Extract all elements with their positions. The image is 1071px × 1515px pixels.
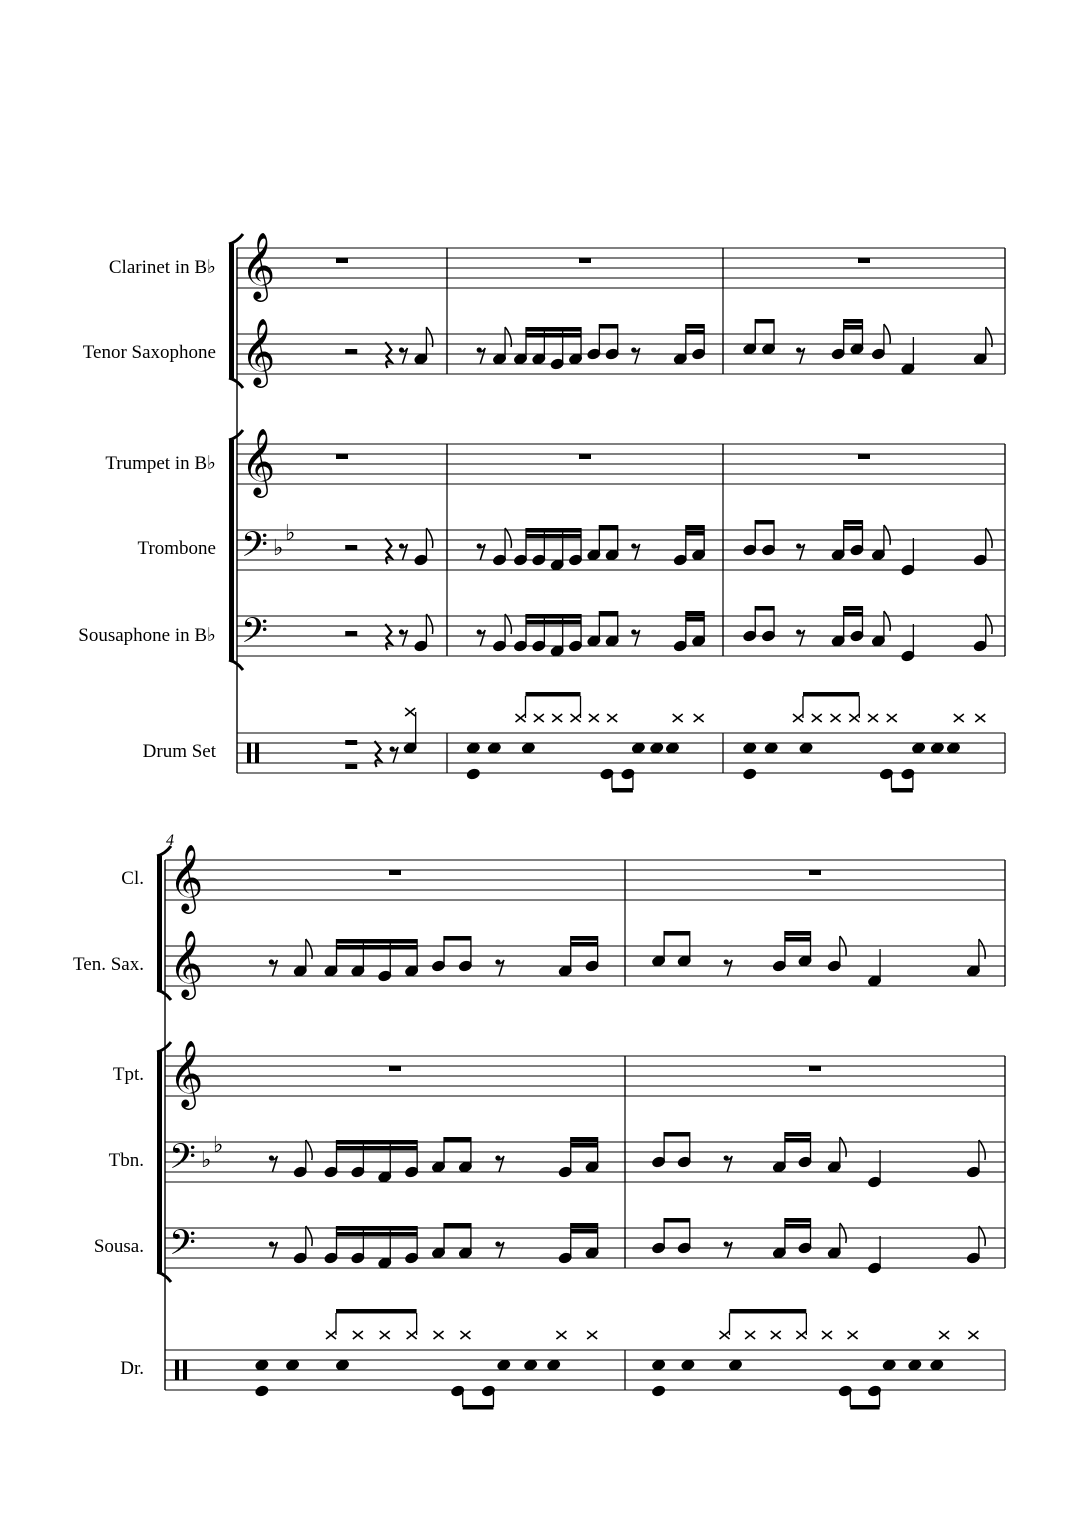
x-notehead (460, 1331, 470, 1339)
beam (844, 520, 863, 525)
eighth-rest (724, 1155, 733, 1172)
eighth-rest (631, 629, 640, 646)
x-notehead (975, 714, 985, 722)
notehead (255, 1359, 269, 1371)
x-notehead (968, 1331, 978, 1339)
beam (337, 1140, 418, 1145)
notehead (497, 1359, 511, 1371)
beam (599, 611, 617, 616)
beam (337, 945, 418, 950)
whole-rest (809, 1066, 821, 1071)
instrument-label: Drum Set (142, 741, 216, 762)
flat-icon: ♭ (285, 521, 296, 546)
measure-number: 4 (166, 832, 174, 849)
beam (599, 525, 617, 530)
eighth-rest (477, 347, 486, 364)
x-notehead (326, 1331, 336, 1339)
flag (979, 1226, 985, 1246)
notehead (255, 1385, 269, 1397)
notehead (946, 742, 960, 754)
flat-icon: ♭ (201, 1148, 212, 1173)
notehead (681, 1359, 695, 1371)
eighth-rest (399, 347, 408, 364)
beam (803, 692, 859, 697)
beam (599, 324, 617, 329)
flag (986, 614, 992, 634)
x-notehead (887, 714, 897, 722)
beam (526, 692, 581, 697)
beam (526, 528, 581, 533)
x-notehead (848, 1331, 858, 1339)
x-notehead (694, 714, 704, 722)
eighth-rest (399, 629, 408, 646)
flag (306, 1226, 312, 1246)
eighth-rest (390, 746, 399, 763)
flag (884, 611, 890, 631)
eighth-rest (399, 543, 408, 560)
notehead (743, 768, 757, 780)
x-notehead (407, 1331, 417, 1339)
beam (686, 611, 704, 616)
notehead (652, 1359, 666, 1371)
beam (755, 319, 774, 324)
x-notehead (720, 1331, 730, 1339)
beam (844, 319, 863, 324)
notehead (911, 742, 925, 754)
beam (337, 1232, 418, 1237)
notehead (547, 1359, 561, 1371)
treble-clef-icon: 𝄞 (241, 317, 276, 385)
beam (686, 330, 704, 335)
beam (571, 942, 598, 947)
beam (785, 931, 811, 936)
staff-treble (165, 929, 1005, 1000)
beam (844, 526, 863, 531)
whole-rest (389, 1066, 401, 1071)
eighth-rest (269, 1155, 278, 1172)
notehead (665, 742, 679, 754)
whole-rest (579, 454, 591, 459)
beam (844, 606, 863, 611)
flag (986, 528, 992, 548)
beam (612, 788, 633, 793)
beam (844, 612, 863, 617)
notehead (799, 742, 813, 754)
beam (571, 1223, 598, 1228)
x-notehead (868, 714, 878, 722)
x-notehead (380, 1331, 390, 1339)
beam (686, 525, 704, 530)
whole-rest (858, 258, 870, 263)
x-notehead (353, 1331, 363, 1339)
treble-clef-icon: 𝄞 (169, 929, 204, 997)
notehead (882, 1359, 896, 1371)
beam (785, 1224, 811, 1229)
staff-bass (237, 606, 1005, 662)
flag (306, 1140, 312, 1160)
beam (755, 520, 774, 525)
flag (426, 528, 432, 548)
instrument-label: Cl. (121, 868, 144, 889)
flag (426, 614, 432, 634)
beam (730, 1309, 807, 1314)
group-bracket (229, 234, 1005, 388)
beam (785, 1138, 811, 1143)
notehead (487, 742, 501, 754)
beam (526, 620, 581, 625)
beam (785, 1132, 811, 1137)
notehead (930, 742, 944, 754)
beam (785, 1218, 811, 1223)
eighth-rest (477, 629, 486, 646)
instrument-label: Trombone (137, 538, 216, 559)
notehead (743, 742, 757, 754)
half-rest (345, 631, 357, 636)
beam (337, 939, 418, 944)
beam (571, 936, 598, 941)
treble-clef-icon: 𝄞 (169, 843, 204, 911)
eighth-rest (477, 543, 486, 560)
x-notehead (745, 1331, 755, 1339)
instrument-label: Tenor Saxophone (82, 342, 216, 363)
beam (337, 1146, 418, 1151)
x-notehead (771, 1331, 781, 1339)
staff-bass (165, 1132, 1005, 1188)
beam (686, 617, 704, 622)
beam (686, 324, 704, 329)
x-notehead (587, 1331, 597, 1339)
eighth-rest (724, 959, 733, 976)
half-rest (345, 545, 357, 550)
staff-percussion (237, 692, 1005, 793)
bass-clef-icon: 𝄢 (241, 610, 269, 659)
notehead (524, 1359, 538, 1371)
beam (444, 1223, 471, 1228)
beam (444, 1137, 471, 1142)
beam (785, 937, 811, 942)
half-rest (345, 740, 357, 745)
flag (505, 528, 511, 548)
x-notehead (534, 714, 544, 722)
notehead (650, 742, 664, 754)
whole-rest (336, 454, 348, 459)
beam (571, 1229, 598, 1234)
beam (755, 606, 774, 611)
flag (840, 1137, 846, 1157)
bass-clef-icon: 𝄢 (241, 524, 269, 573)
notehead (764, 742, 778, 754)
eighth-rest (269, 1241, 278, 1258)
treble-clef-icon: 𝄞 (169, 1039, 204, 1107)
treble-clef-icon: 𝄞 (241, 231, 276, 299)
beam (526, 614, 581, 619)
beam (526, 534, 581, 539)
notehead (285, 1359, 299, 1371)
eighth-rest (796, 543, 805, 560)
staff-percussion (165, 1309, 1005, 1410)
flag (884, 525, 890, 545)
beam (444, 936, 471, 941)
beam (844, 325, 863, 330)
flag (840, 1223, 846, 1243)
eighth-rest (724, 1241, 733, 1258)
whole-rest (336, 258, 348, 263)
eighth-rest (796, 629, 805, 646)
eighth-rest (269, 959, 278, 976)
beam (463, 1405, 494, 1410)
half-rest (345, 764, 357, 769)
x-notehead (405, 708, 415, 716)
instrument-label: Dr. (120, 1358, 144, 1379)
x-notehead (812, 714, 822, 722)
x-notehead (796, 1331, 806, 1339)
beam (891, 788, 912, 793)
half-rest (345, 349, 357, 354)
notehead (466, 768, 480, 780)
x-notehead (571, 714, 581, 722)
flat-icon: ♭ (213, 1133, 224, 1158)
eighth-rest (796, 347, 805, 364)
eighth-rest (495, 959, 504, 976)
beam (664, 931, 690, 936)
staff-treble (165, 1039, 1005, 1110)
beam (526, 333, 581, 338)
instrument-label: Sousa. (93, 1236, 144, 1257)
x-notehead (831, 714, 841, 722)
x-notehead (939, 1331, 949, 1339)
beam (571, 1137, 598, 1142)
flag (505, 614, 511, 634)
x-notehead (552, 714, 562, 722)
x-notehead (556, 1331, 566, 1339)
notehead (335, 1359, 349, 1371)
instrument-label: Clarinet in B♭ (108, 257, 216, 278)
bass-clef-icon: 𝄢 (169, 1136, 197, 1185)
x-notehead (516, 714, 526, 722)
notehead (521, 742, 535, 754)
x-notehead (822, 1331, 832, 1339)
whole-rest (809, 870, 821, 875)
flat-icon: ♭ (273, 536, 284, 561)
x-notehead (849, 714, 859, 722)
notehead (930, 1359, 944, 1371)
eighth-rest (631, 543, 640, 560)
beam (686, 531, 704, 536)
eighth-rest (495, 1155, 504, 1172)
notehead (652, 1385, 666, 1397)
eighth-rest (631, 347, 640, 364)
bass-clef-icon: 𝄢 (169, 1222, 197, 1271)
x-notehead (673, 714, 683, 722)
staff-treble (165, 843, 1005, 914)
beam (336, 1309, 417, 1314)
notehead (908, 1359, 922, 1371)
system-1 (229, 231, 1005, 793)
x-notehead (954, 714, 964, 722)
x-notehead (607, 714, 617, 722)
eighth-rest (495, 1241, 504, 1258)
staff-bass (237, 520, 1005, 576)
notehead (631, 742, 645, 754)
flag (979, 1140, 985, 1160)
instrument-label: Sousaphone in B♭ (78, 625, 216, 646)
beam (664, 1218, 690, 1223)
staff-treble (237, 427, 1005, 498)
instrument-label: Ten. Sax. (73, 954, 144, 975)
instrument-label: Tbn. (108, 1150, 144, 1171)
staff-treble (237, 317, 1005, 388)
x-notehead (793, 714, 803, 722)
whole-rest (389, 870, 401, 875)
instrument-label: Trumpet in B♭ (105, 453, 216, 474)
beam (571, 1143, 598, 1148)
treble-clef-icon: 𝄞 (241, 427, 276, 495)
staff-treble (237, 231, 1005, 302)
system-2 (157, 843, 1005, 1410)
beam (664, 1132, 690, 1137)
notehead (466, 742, 480, 754)
whole-rest (579, 258, 591, 263)
notehead (728, 1359, 742, 1371)
x-notehead (589, 714, 599, 722)
whole-rest (858, 454, 870, 459)
beam (337, 1226, 418, 1231)
instrument-label: Tpt. (112, 1064, 144, 1085)
beam (526, 327, 581, 332)
x-notehead (434, 1331, 444, 1339)
staff-bass (165, 1218, 1005, 1274)
beam (850, 1405, 879, 1410)
